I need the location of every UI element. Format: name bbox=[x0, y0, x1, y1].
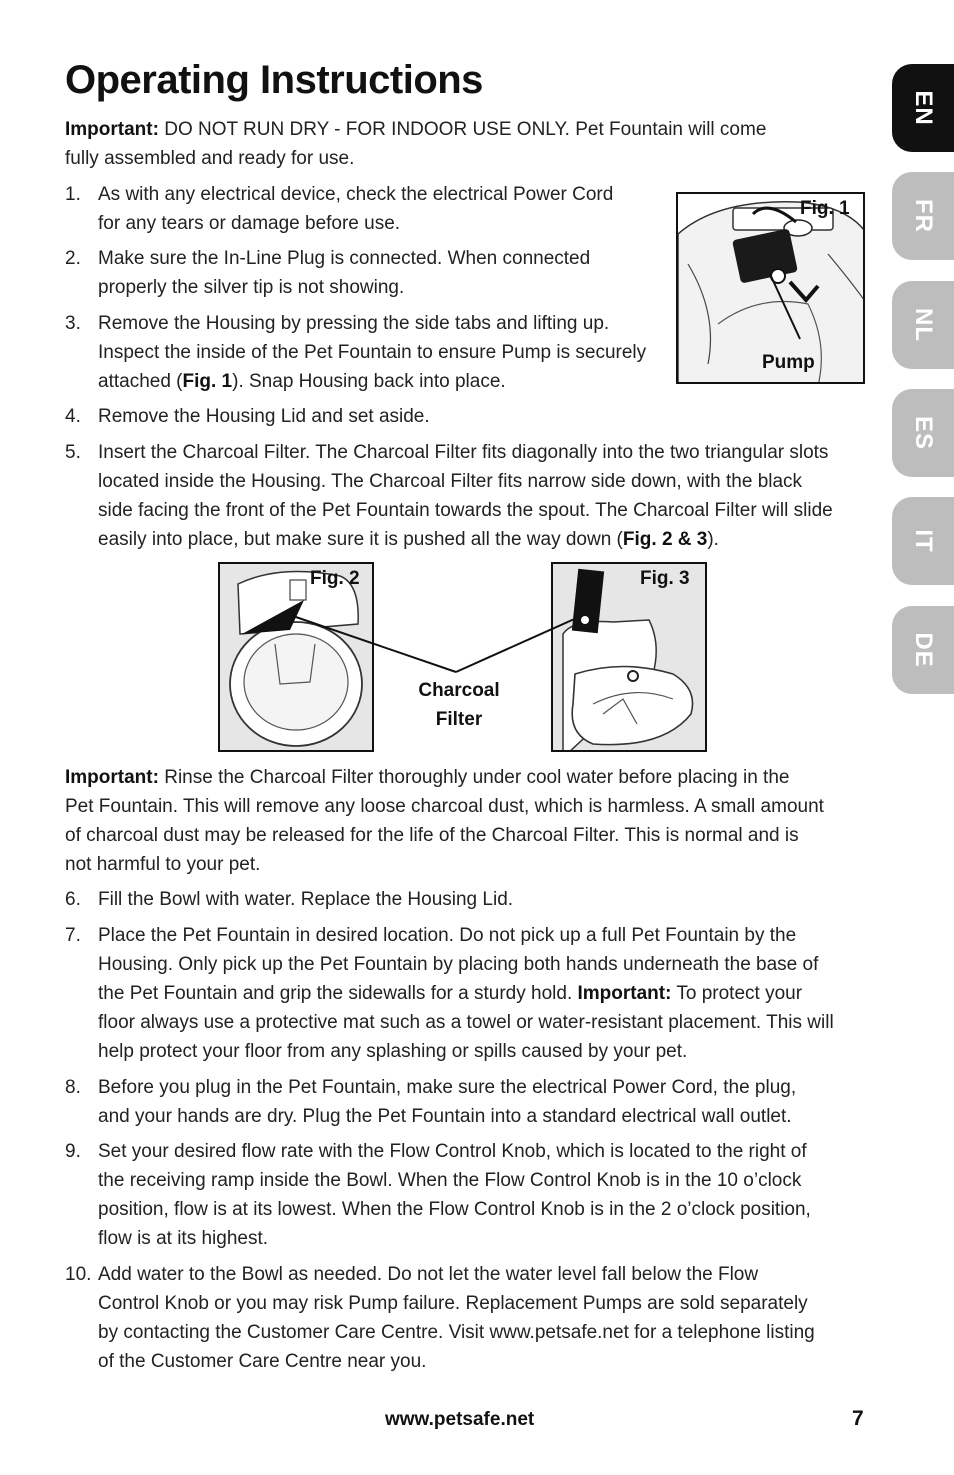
step-line: and your hands are dry. Plug the Pet Fountain into a standard electrical wall outlet. bbox=[98, 1106, 792, 1127]
step-number: 8. bbox=[65, 1077, 81, 1098]
step-number: 9. bbox=[65, 1141, 81, 1162]
step-line: for any tears or damage before use. bbox=[98, 213, 401, 234]
step-line: by contacting the Customer Care Centre. Visit www.petsafe.net for a telephone listing bbox=[98, 1322, 815, 1343]
step-line: position, flow is at its lowest. When the Flow Control Knob is in the 2 o’clock position, bbox=[98, 1199, 811, 1220]
fig-1-label: Fig. 1 bbox=[800, 198, 850, 219]
step-line: help protect your floor from any splashing or spills caused by your pet. bbox=[98, 1041, 688, 1062]
intro-line-2: fully assembled and ready for use. bbox=[65, 148, 355, 169]
step-number: 5. bbox=[65, 442, 81, 463]
charcoal-filter-label bbox=[400, 676, 518, 734]
tab-nl[interactable] bbox=[892, 281, 954, 369]
important-text: Rinse the Charcoal Filter thoroughly under cool water before placing in the bbox=[158, 767, 790, 788]
step-line: of the Customer Care Centre near you. bbox=[98, 1351, 427, 1372]
footer-url[interactable]: www.petsafe.net bbox=[385, 1409, 535, 1430]
step-line: Control Knob or you may risk Pump failure. Replacement Pumps are sold separately bbox=[98, 1293, 808, 1314]
step-number: 1. bbox=[65, 184, 81, 205]
step-number: 2. bbox=[65, 248, 81, 269]
figure-reference: Fig. 2 & 3 bbox=[622, 529, 708, 550]
tab-label: NL bbox=[910, 308, 937, 342]
important-label: Important: bbox=[577, 983, 672, 1004]
important-line-4: not harmful to your pet. bbox=[65, 854, 261, 875]
tab-label: DE bbox=[910, 632, 937, 668]
step-text bbox=[98, 1137, 811, 1253]
step-line: Remove the Housing Lid and set aside. bbox=[98, 406, 430, 427]
step-text bbox=[98, 885, 513, 914]
step-line: the receiving ramp inside the Bowl. When the Flow Control Knob is in the 10 o’clock bbox=[98, 1170, 802, 1191]
important-line-3: of charcoal dust may be released for the life of the Charcoal Filter. This is normal and is bbox=[65, 825, 799, 846]
step-text bbox=[98, 1073, 796, 1131]
step-line: Place the Pet Fountain in desired location. Do not pick up a full Pet Fountain by the bbox=[98, 925, 797, 946]
page-title: Operating Instructions bbox=[65, 58, 483, 102]
step-line: Set your desired flow rate with the Flow Control Knob, which is located to the right of bbox=[98, 1141, 807, 1162]
tab-label: FR bbox=[910, 199, 937, 233]
step-line: the Pet Fountain and grip the sidewalls for a sturdy hold. bbox=[98, 983, 578, 1004]
step-line: Remove the Housing by pressing the side tabs and lifting up. bbox=[98, 313, 610, 334]
intro-text: DO NOT RUN DRY - FOR INDOOR USE ONLY. Pet Fountain will come bbox=[158, 119, 767, 140]
step-line: To protect your bbox=[671, 983, 803, 1004]
step-line: Insert the Charcoal Filter. The Charcoal Filter fits diagonally into the two triangular slots bbox=[98, 442, 829, 463]
tab-en[interactable] bbox=[892, 64, 954, 152]
step-line: Inspect the inside of the Pet Fountain to ensure Pump is securely bbox=[98, 342, 647, 363]
step-line: floor always use a protective mat such as a towel or water-resistant placement. This will bbox=[98, 1012, 834, 1033]
step-line: located inside the Housing. The Charcoal Filter fits narrow side down, with the black bbox=[98, 471, 803, 492]
important-line-2: Pet Fountain. This will remove any loose charcoal dust, which is harmless. A small amount bbox=[65, 796, 824, 817]
step-line: flow is at its highest. bbox=[98, 1228, 269, 1249]
tab-label: IT bbox=[910, 529, 937, 553]
important-label: Important: bbox=[65, 119, 159, 140]
step-number: 3. bbox=[65, 313, 81, 334]
filter-label-line: Filter bbox=[435, 709, 483, 730]
step-line: As with any electrical device, check the electrical Power Cord bbox=[98, 184, 614, 205]
charcoal-label-line: Charcoal bbox=[418, 680, 500, 701]
step-line: Fill the Bowl with water. Replace the Housing Lid. bbox=[98, 889, 514, 910]
step-text bbox=[98, 1260, 815, 1376]
step-text bbox=[98, 921, 834, 1066]
tab-label: EN bbox=[910, 90, 937, 126]
important-label: Important: bbox=[65, 767, 159, 788]
step-line: Housing. Only pick up the Pet Fountain by placing both hands underneath the base of bbox=[98, 954, 819, 975]
step-line: side facing the front of the Pet Fountain towards the spout. The Charcoal Filter will slide bbox=[98, 500, 833, 521]
step-line: attached ( bbox=[98, 371, 183, 392]
step-line: easily into place, but make sure it is pushed all the way down ( bbox=[98, 529, 623, 550]
step-line: ). bbox=[707, 529, 719, 550]
step-line: Before you plug in the Pet Fountain, make sure the electrical Power Cord, the plug, bbox=[98, 1077, 797, 1098]
tab-it[interactable] bbox=[892, 497, 954, 585]
step-number: 6. bbox=[65, 889, 81, 910]
tab-de[interactable] bbox=[892, 606, 954, 694]
step-line: ). Snap Housing back into place. bbox=[232, 371, 506, 392]
step-line: Add water to the Bowl as needed. Do not let the water level fall below the Flow bbox=[98, 1264, 759, 1285]
fig-2-label: Fig. 2 bbox=[310, 568, 360, 589]
step-line: properly the silver tip is not showing. bbox=[98, 277, 405, 298]
pump-label: Pump bbox=[762, 352, 815, 373]
fig-3-label: Fig. 3 bbox=[640, 568, 690, 589]
tab-fr[interactable] bbox=[892, 172, 954, 260]
tab-label: ES bbox=[910, 415, 937, 451]
figure-reference: Fig. 1 bbox=[182, 371, 233, 392]
step-number: 4. bbox=[65, 406, 81, 427]
tab-es[interactable] bbox=[892, 389, 954, 477]
important-line-1 bbox=[65, 763, 789, 792]
step-number: 10. bbox=[65, 1264, 92, 1285]
step-line: Make sure the In-Line Plug is connected. When connected bbox=[98, 248, 591, 269]
step-number: 7. bbox=[65, 925, 81, 946]
page-number: 7 bbox=[852, 1407, 864, 1430]
